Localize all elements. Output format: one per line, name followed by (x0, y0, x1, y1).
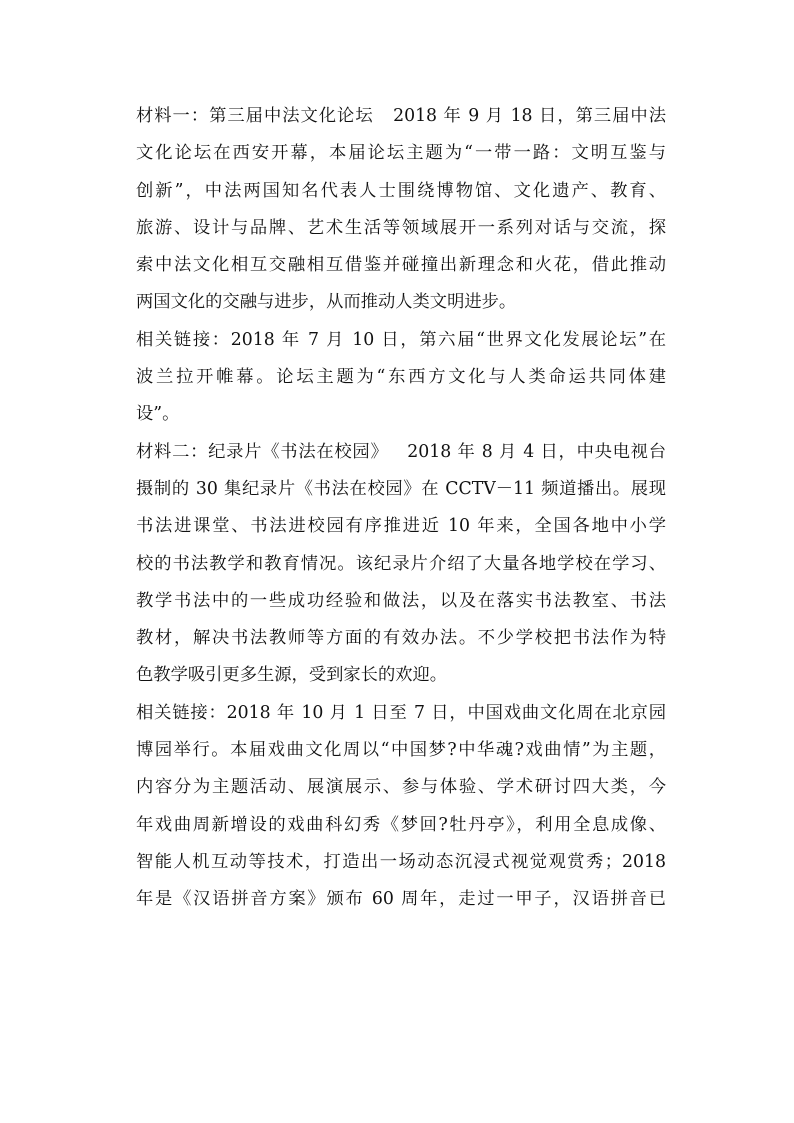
text-line-9: 设”。 (136, 404, 180, 425)
text-line-19: 内容分为主题活动、展演展示、参与体验、学术研讨四大类，今 (136, 777, 666, 798)
text-line-11: 摄制的 30 集纪录片《书法在校园》在 CCTV－11 频道播出。展现 (136, 478, 666, 499)
text-line-7: 相关链接：2018 年 7 月 10 日，第六届“世界文化发展论坛”在 (136, 329, 666, 350)
text-line-14: 教学书法中的一些成功经验和做法，以及在落实书法教室、书法 (136, 590, 666, 611)
text-line-3: 创新”，中法两国知名代表人士围绕博物馆、文化遗产、教育、 (136, 180, 666, 201)
text-line-4: 旅游、设计与品牌、艺术生活等领域展开一系列对话与交流，探 (136, 217, 666, 238)
text-line-1: 材料一：第三届中法文化论坛 2018 年 9 月 18 日，第三届中法 (136, 106, 666, 126)
text-line-13: 校的书法教学和教育情况。该纪录片介绍了大量各地学校在学习、 (136, 553, 666, 574)
document-body (136, 98, 666, 919)
text-line-8: 波兰拉开帷幕。论坛主题为“东西方文化与人类命运共同体建 (136, 367, 666, 388)
text-line-21: 智能人机互动等技术，打造出一场动态沉浸式视觉观赏秀；2018 (136, 851, 666, 872)
text-line-5: 索中法文化相互交融相互借鉴并碰撞出新理念和火花，借此推动 (136, 255, 666, 276)
text-line-22: 年是《汉语拼音方案》颁布 60 周年，走过一甲子，汉语拼音已 (136, 889, 666, 910)
text-line-2: 文化论坛在西安开幕，本届论坛主题为“一带一路：文明互鉴与 (136, 143, 666, 164)
text-line-10: 材料二：纪录片《书法在校园》 2018 年 8 月 4 日，中央电视台 (136, 441, 666, 462)
text-line-6: 两国文化的交融与进步，从而推动人类文明进步。 (136, 292, 517, 313)
text-line-20: 年戏曲周新增设的戏曲科幻秀《梦回?牡丹亭》，利用全息成像、 (136, 814, 666, 835)
text-line-17: 相关链接：2018 年 10 月 1 日至 7 日，中国戏曲文化周在北京园 (136, 702, 666, 723)
text-line-15: 教材，解决书法教师等方面的有效办法。不少学校把书法作为特 (136, 628, 666, 649)
text-line-18: 博园举行。本届戏曲文化周以“中国梦?中华魂?戏曲情”为主题， (136, 740, 666, 761)
text-line-16: 色教学吸引更多生源，受到家长的欢迎。 (136, 665, 448, 686)
text-line-12: 书法进课堂、书法进校园有序推进近 10 年来，全国各地中小学 (136, 516, 666, 537)
